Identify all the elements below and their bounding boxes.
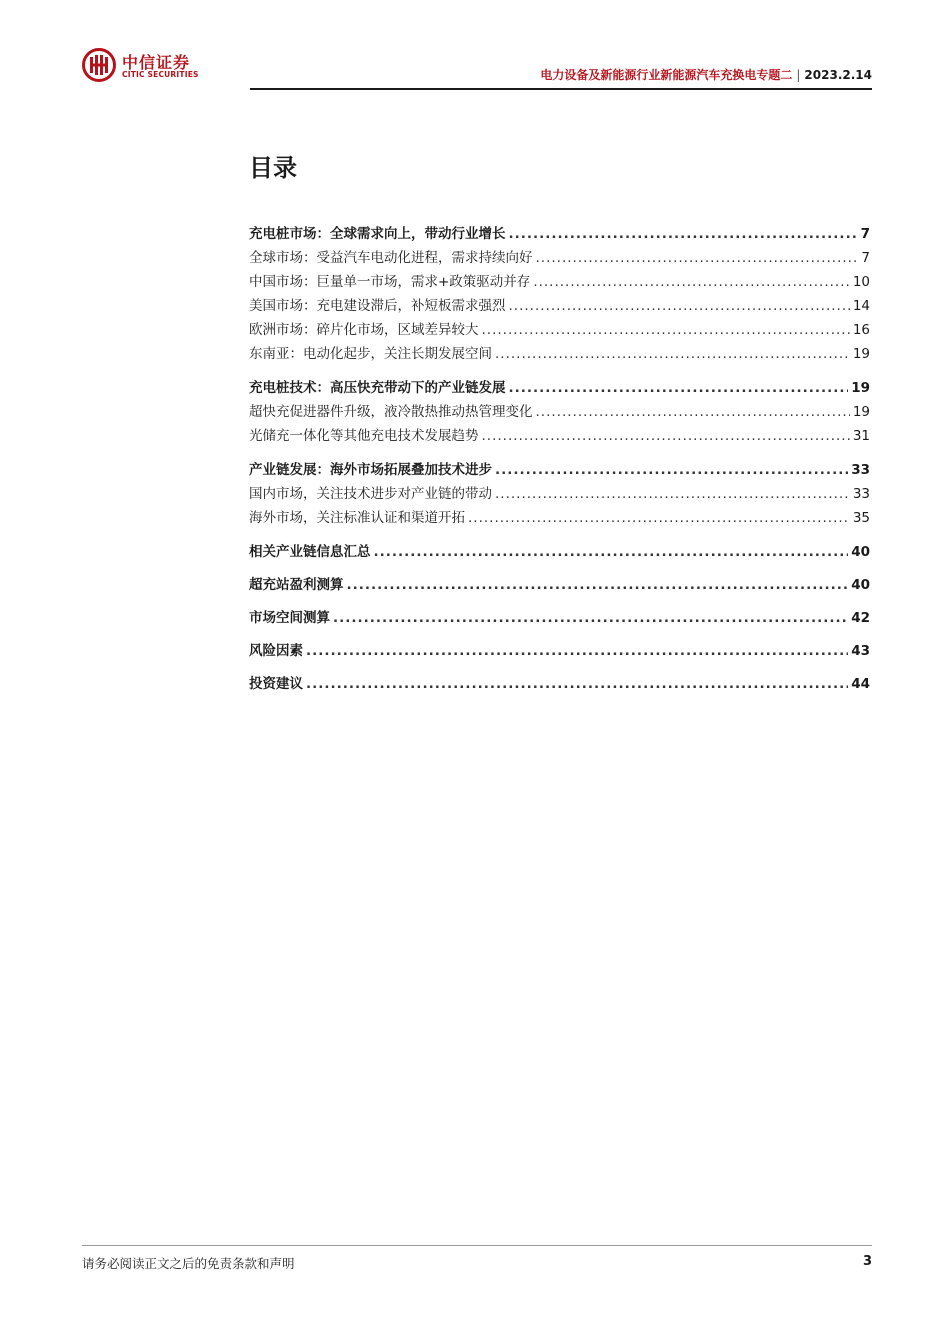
toc-leader [495,342,850,366]
toc-group-7 [249,639,870,663]
toc-group-3 [249,458,870,530]
toc-entry-sub[interactable] [249,294,870,318]
toc-entry-sub[interactable] [249,318,870,342]
toc-leader [306,672,848,696]
toc-entry-main[interactable] [249,222,870,246]
toc-entry-sub[interactable] [249,246,870,270]
report-title: 电力设备及新能源行业新能源汽车充换电专题二 [540,68,793,82]
toc-entry-main[interactable] [249,606,870,630]
toc-label: 超快充促进器件升级，液冷散热推动热管理变化 [249,404,533,420]
toc-page: 40 [851,544,870,560]
toc-page: 44 [851,676,870,692]
toc-page: 10 [852,274,870,290]
toc-page: 19 [852,346,870,362]
toc-page: 43 [851,643,870,659]
page-header [82,46,872,92]
logo-text-en: CITIC SECURITIES [122,70,199,79]
toc-group-1 [249,222,870,366]
toc-leader [495,458,848,482]
toc-page: 31 [852,428,870,444]
toc-entry-sub[interactable] [249,482,870,506]
toc-group-2 [249,376,870,448]
toc-label: 全球市场：受益汽车电动化进程，需求持续向好 [249,250,533,266]
toc-leader [509,294,850,318]
footer-divider [82,1245,872,1246]
toc-label: 投资建议 [249,676,303,692]
toc-leader [333,606,848,630]
toc-label: 中国市场：巨量单一市场，需求+政策驱动并存 [249,274,531,290]
toc-label: 产业链发展：海外市场拓展叠加技术进步 [249,462,492,478]
toc-label: 国内市场，关注技术进步对产业链的带动 [249,486,492,502]
toc-entry-main[interactable] [249,672,870,696]
toc-group-5 [249,573,870,597]
toc-group-6 [249,606,870,630]
toc-entry-main[interactable] [249,540,870,564]
toc-entry-sub[interactable] [249,342,870,366]
toc-leader [495,482,850,506]
toc-label: 欧洲市场：碎片化市场，区域差异较大 [249,322,479,338]
toc-leader [468,506,850,530]
toc-page: 16 [852,322,870,338]
toc-label: 超充站盈利测算 [249,577,344,593]
logo-text-cn: 中信证券 [122,53,191,72]
toc-page: 19 [852,404,870,420]
table-of-contents [249,222,870,705]
toc-leader [347,573,849,597]
toc-label: 光储充一体化等其他充电技术发展趋势 [249,428,479,444]
toc-page: 14 [852,298,870,314]
citic-logo [82,46,222,88]
toc-leader [306,639,848,663]
toc-leader [482,318,850,342]
toc-page: 35 [852,510,870,526]
toc-label: 海外市场，关注标准认证和渠道开拓 [249,510,465,526]
toc-entry-sub[interactable] [249,400,870,424]
toc-entry-sub[interactable] [249,424,870,448]
toc-label: 风险因素 [249,643,303,659]
toc-label: 美国市场：充电建设滞后，补短板需求强烈 [249,298,506,314]
header-divider [250,88,872,90]
toc-page: 33 [852,486,870,502]
toc-page: 33 [851,462,870,478]
toc-page: 42 [851,610,870,626]
report-date: 2023.2.14 [804,68,872,82]
toc-leader [509,376,849,400]
citic-emblem-icon [82,48,116,82]
toc-entry-sub[interactable] [249,506,870,530]
toc-heading: 目录 [249,154,297,182]
toc-group-4 [249,540,870,564]
toc-leader [482,424,850,448]
toc-leader [536,400,850,424]
toc-entry-main[interactable] [249,376,870,400]
toc-label: 充电桩市场：全球需求向上，带动行业增长 [249,226,506,242]
toc-label: 东南亚：电动化起步，关注长期发展空间 [249,346,492,362]
toc-entry-main[interactable] [249,573,870,597]
toc-group-8 [249,672,870,696]
report-title-bar [540,66,872,83]
toc-leader [509,222,858,246]
toc-page: 19 [851,380,870,396]
toc-label: 相关产业链信息汇总 [249,544,371,560]
toc-page: 40 [851,577,870,593]
page-number: 3 [862,1254,872,1269]
toc-entry-main[interactable] [249,458,870,482]
toc-entry-sub[interactable] [249,270,870,294]
toc-page: 7 [860,226,870,242]
toc-leader [533,270,850,294]
toc-page: 7 [861,250,870,266]
title-separator: | [796,68,801,82]
toc-leader [536,246,859,270]
toc-label: 充电桩技术：高压快充带动下的产业链发展 [249,380,506,396]
toc-leader [374,540,849,564]
footer-disclaimer: 请务必阅读正文之后的免责条款和声明 [82,1256,295,1271]
toc-label: 市场空间测算 [249,610,330,626]
toc-entry-main[interactable] [249,639,870,663]
